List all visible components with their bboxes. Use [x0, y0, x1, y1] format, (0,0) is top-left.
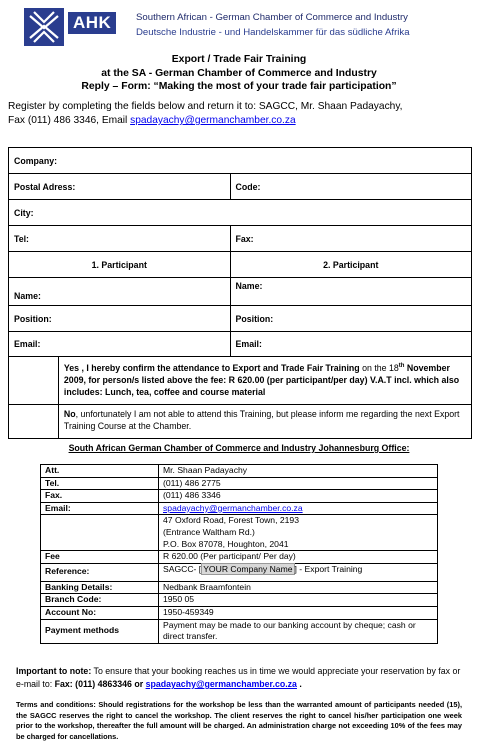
instructions-line-1: Register by completing the fields below and return it to: SAGCC, Mr. Shaan Padayachy, — [8, 101, 403, 112]
address-line-1: 47 Oxford Road, Forest Town, 2193 — [163, 515, 299, 526]
company-field[interactable]: Company: — [9, 148, 472, 174]
address-value — [159, 515, 438, 551]
tel-field[interactable]: Tel: — [9, 226, 231, 252]
org-name-german: Deutsche Industrie - und Handelskammer für das südliche Afrika — [136, 27, 410, 38]
fax-value: (011) 486 3346 — [159, 490, 438, 503]
yes-confirmation-bold: Yes , I hereby confirm the attendance to Export and Trade Fair Training — [63, 362, 360, 373]
banking-value: Nedbank Braamfontein — [159, 581, 438, 594]
fee-label: Fee — [41, 551, 159, 564]
office-heading: South African German Chamber of Commerce and Industry Johannesburg Office: — [68, 443, 410, 453]
account-label: Account No: — [41, 606, 159, 619]
reference-prefix: SAGCC- [ — [163, 563, 202, 574]
postal-address-field[interactable]: Postal Adress: — [9, 174, 231, 200]
registration-instructions — [8, 100, 474, 128]
tel-value: (011) 486 2775 — [159, 477, 438, 490]
note-end: . — [296, 679, 302, 689]
yes-confirmation-text — [58, 357, 471, 405]
fax-field[interactable]: Fax: — [230, 226, 471, 252]
banking-label: Banking Details: — [41, 581, 159, 594]
address-line-2: (Entrance Waltham Rd.) — [163, 526, 255, 537]
reference-label: Reference: — [41, 563, 159, 581]
document-title — [0, 53, 478, 94]
chamber-logo-mark — [24, 8, 64, 46]
participant-1-email-field[interactable]: Email: — [9, 332, 231, 357]
no-decline-details: , unfortunately I am not able to attend this Training, but please inform me regarding the next Export Training Course at the Chamber. — [63, 409, 460, 431]
no-checkbox[interactable] — [9, 405, 59, 439]
reference-value — [159, 563, 438, 581]
no-decline-text — [58, 405, 471, 439]
terms-and-conditions: Terms and conditions: Should registrations for the workshop be less than the warranted amount of participants needed (15), the SAGCC reserves the right to cancel the workshop. The client reserves the right to cancel his/her participation one week prior to the workshop, thereafter the full amount will be charged. An administration charge not exceeding 10% of the fees may be charged for cancellations. — [16, 700, 462, 741]
org-name-english: Southern African - German Chamber of Commerce and Industry — [136, 12, 408, 23]
fax-label: Fax. — [41, 490, 159, 503]
email-value — [159, 502, 438, 515]
ahk-logo — [24, 8, 124, 46]
instructions-line-2 — [8, 114, 474, 128]
city-field[interactable]: City: — [9, 200, 472, 226]
no-label: No — [63, 409, 76, 419]
participant-2-email-field[interactable]: Email: — [230, 332, 471, 357]
email-label: Email: — [41, 502, 159, 515]
code-field[interactable]: Code: — [230, 174, 471, 200]
yes-checkbox[interactable] — [9, 357, 59, 405]
fee-value: R 620.00 (Per participant/ Per day) — [159, 551, 438, 564]
note-fax: Fax: (011) 4863346 or — [54, 679, 146, 689]
yes-fee-details: November 2009, for person/s listed above the fee: R 620.00 (per participant/per day) V.A.T incl. which also includes: Lunch, tea, coffee and course material — [63, 362, 460, 397]
participant-1-name-field[interactable]: Name: — [9, 278, 231, 306]
note-text: To ensure that your booking reaches us in time we would appreciate your reservation by fax or e-mail to: — [16, 666, 461, 689]
letterhead — [24, 6, 464, 46]
payment-label: Payment methods — [41, 619, 159, 643]
instructions-fax: Fax (011) 486 3346, Email — [8, 115, 131, 126]
participant-2-header: 2. Participant — [230, 252, 471, 278]
note-heading: Important to note: — [16, 666, 92, 676]
title-line-2: at the SA - German Chamber of Commerce and Industry — [101, 67, 377, 79]
yes-date: on the 18 — [359, 362, 399, 373]
office-details-table — [40, 464, 438, 644]
note-email-link[interactable]: spadayachy@germanchamber.co.za — [145, 679, 297, 689]
branch-value: 1950 05 — [159, 594, 438, 607]
participant-1-position-field[interactable]: Position: — [9, 306, 231, 332]
att-label: Att. — [41, 465, 159, 478]
branch-label: Branch Code: — [41, 594, 159, 607]
participant-2-name-field[interactable]: Name: — [230, 278, 471, 306]
registration-form — [8, 147, 472, 439]
address-label — [41, 515, 159, 551]
participant-1-header: 1. Participant — [9, 252, 231, 278]
participant-2-position-field[interactable]: Position: — [230, 306, 471, 332]
company-name-placeholder: YOUR Company Name — [203, 563, 293, 574]
yes-date-suffix: th — [398, 363, 405, 369]
account-value: 1950-459349 — [159, 606, 438, 619]
payment-value: Payment may be made to our banking account by cheque; cash or direct transfer. — [159, 619, 438, 643]
address-line-3: P.O. Box 87078, Houghton, 2041 — [163, 538, 289, 549]
important-note — [16, 665, 462, 691]
ahk-logo-text: AHK — [68, 12, 116, 34]
title-line-3: Reply – Form: “Making the most of your trade fair participation” — [81, 81, 397, 92]
att-value: Mr. Shaan Padayachy — [159, 465, 438, 478]
tel-label: Tel. — [41, 477, 159, 490]
contact-email-link[interactable]: spadayachy@germanchamber.co.za — [130, 115, 296, 126]
office-email-link[interactable]: spadayachy@germanchamber.co.za — [163, 502, 303, 513]
reference-suffix: ] - Export Training — [294, 563, 363, 574]
title-line-1: Export / Trade Fair Training — [171, 54, 307, 65]
